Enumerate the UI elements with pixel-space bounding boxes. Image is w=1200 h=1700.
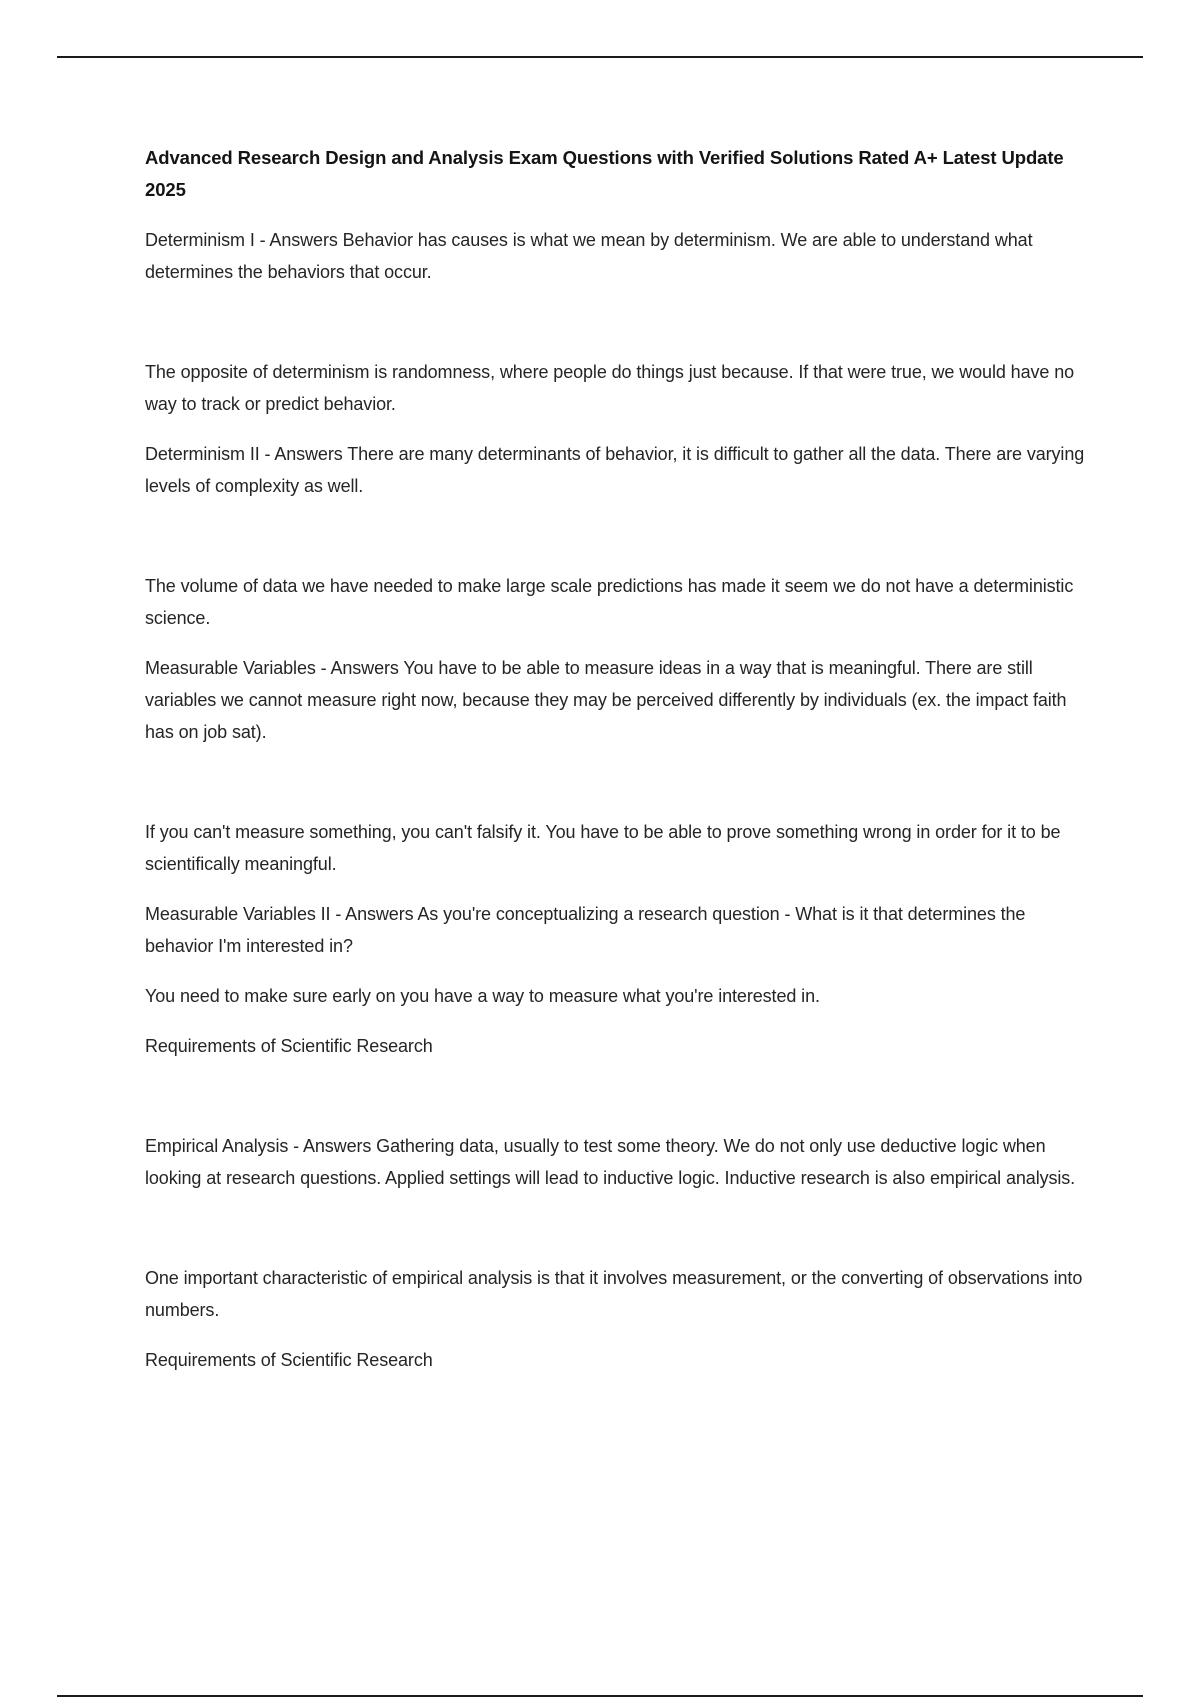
paragraph-determinism-2-cont: The volume of data we have needed to make large scale predictions has made it seem we do not have a deterministic science. bbox=[145, 576, 1074, 628]
paragraph-measurable-variables: Measurable Variables - Answers You have to be able to measure ideas in a way that is meaningful. There are still variables we cannot measure right now, because they may be perceived differently by individuals (ex. the impact faith has on job sat). bbox=[145, 658, 1067, 742]
paragraph-empirical-analysis: Empirical Analysis - Answers Gathering data, usually to test some theory. We do not only use deductive logic when looking at research questions. Applied settings will lead to inductive logic. Inductive research is also empirical analysis. bbox=[145, 1136, 1076, 1188]
paragraph-requirements-1: Requirements of Scientific Research bbox=[145, 1036, 433, 1056]
paragraph-empirical-analysis-cont: One important characteristic of empirical analysis is that it involves measurement, or the converting of observations into numbers. bbox=[145, 1268, 1083, 1320]
footer-rule bbox=[57, 1695, 1143, 1697]
document-title: Advanced Research Design and Analysis Exam Questions with Verified Solutions Rated A+ Latest Update 2025 bbox=[145, 147, 1064, 200]
paragraph-determinism-2: Determinism II - Answers There are many determinants of behavior, it is difficult to gather all the data. There are varying levels of complexity as well. bbox=[145, 444, 1085, 496]
paragraph-requirements-2: Requirements of Scientific Research bbox=[145, 1350, 433, 1370]
document-body bbox=[145, 142, 1095, 1394]
paragraph-measurable-variables-2-cont: You need to make sure early on you have a way to measure what you're interested in. bbox=[145, 986, 820, 1006]
paragraph-measurable-variables-cont: If you can't measure something, you can't falsify it. You have to be able to prove something wrong in order for it to be scientifically meaningful. bbox=[145, 822, 1061, 874]
paragraph-determinism-1: Determinism I - Answers Behavior has causes is what we mean by determinism. We are able to understand what determines the behaviors that occur. bbox=[145, 230, 1033, 282]
header-rule bbox=[57, 56, 1143, 58]
paragraph-determinism-1-cont: The opposite of determinism is randomness, where people do things just because. If that were true, we would have no way to track or predict behavior. bbox=[145, 362, 1075, 414]
paragraph-measurable-variables-2: Measurable Variables II - Answers As you're conceptualizing a research question - What is it that determines the behavior I'm interested in? bbox=[145, 904, 1026, 956]
